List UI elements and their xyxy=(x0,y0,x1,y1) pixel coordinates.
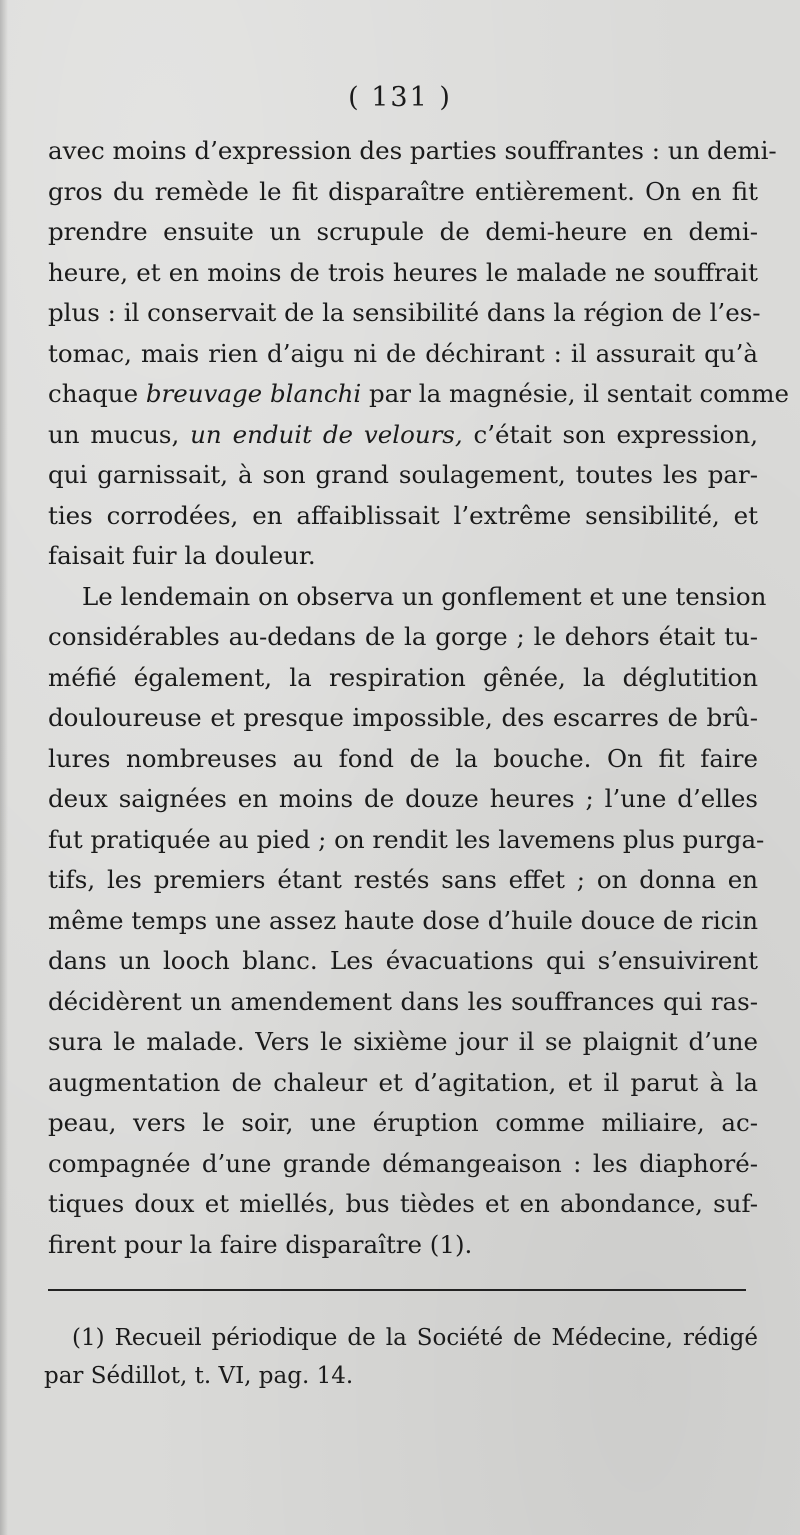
italic-phrase: breuvage blanchi xyxy=(145,379,362,408)
text-line: lures nombreuses au fond de la bouche. On fit faire xyxy=(48,743,758,773)
footnote-line: (1) Recueil périodique de la Société de Médecine, rédigé xyxy=(72,1325,758,1351)
text-line: tomac, mais rien d’aigu ni de déchirant : il assurait qu’à xyxy=(48,338,758,368)
text-line: sura le malade. Vers le sixième jour il se plaignit d’une xyxy=(48,1027,758,1056)
text-line: heure, et en moins de trois heures le malade ne souffrait xyxy=(48,257,758,287)
text-run: par la magnésie, il sentait comme xyxy=(361,379,789,408)
text-line: méfié également, la respiration gênée, la déglutition xyxy=(48,662,758,692)
text-line: qui garnissait, à son grand soulagement, toutes les par- xyxy=(48,460,758,489)
text-line: dans un looch blanc. Les évacuations qui s’ensuivirent xyxy=(48,946,758,975)
text-line: compagnée d’une grande démangeaison : les diaphoré- xyxy=(48,1148,758,1178)
text-line: firent pour la faire disparaître (1). xyxy=(48,1229,473,1259)
footnote-rule xyxy=(48,1289,746,1291)
text-line-with-italic xyxy=(48,415,758,456)
text-line: tifs, les premiers étant restés sans effet ; on donna en xyxy=(48,865,758,894)
footnote-line: par Sédillot, t. VI, pag. 14. xyxy=(44,1363,354,1389)
text-line: tiques doux et miellés, bus tièdes et en abondance, suf- xyxy=(48,1189,758,1218)
text-line: faisait fuir la douleur. xyxy=(48,541,316,570)
page-number: ( 131 ) xyxy=(348,82,452,113)
text-line: décidèrent un amendement dans les souffrances qui ras- xyxy=(48,986,758,1016)
text-line: prendre ensuite un scrupule de demi-heure en demi- xyxy=(48,217,758,246)
text-line: deux saignées en moins de douze heures ; l’une d’elles xyxy=(48,784,758,813)
text-run: chaque xyxy=(48,379,146,408)
text-line: gros du remède le fit disparaître entièrement. On en fit xyxy=(48,176,758,206)
footnote xyxy=(44,1319,758,1395)
text-line: plus : il conservait de la sensibilité dans la région de l’es- xyxy=(48,298,761,327)
text-line-with-italic xyxy=(48,374,789,415)
text-run: un mucus, xyxy=(48,419,191,449)
page-edge-shadow xyxy=(0,0,8,1535)
text-line: Le lendemain on observa un gonflement et une tension xyxy=(82,581,767,611)
text-line: augmentation de chaleur et d’agitation, et il parut à la xyxy=(48,1067,758,1097)
text-line: fut pratiquée au pied ; on rendit les lavemens plus purga- xyxy=(48,824,765,854)
italic-phrase: un enduit de velours, xyxy=(190,419,463,449)
text-line: peau, vers le soir, une éruption comme miliaire, ac- xyxy=(48,1108,758,1137)
text-line: considérables au-dedans de la gorge ; le dehors était tu- xyxy=(48,622,758,651)
text-run: c’était son expression, xyxy=(462,419,758,449)
text-line: avec moins d’expression des parties souffrantes : un demi- xyxy=(48,136,777,165)
text-line: même temps une assez haute dose d’huile douce de ricin xyxy=(48,905,758,935)
text-line: douloureuse et presque impossible, des escarres de brû- xyxy=(48,703,758,732)
body-text xyxy=(48,131,789,1265)
text-line: ties corrodées, en affaiblissait l’extrême sensibilité, et xyxy=(48,500,758,530)
